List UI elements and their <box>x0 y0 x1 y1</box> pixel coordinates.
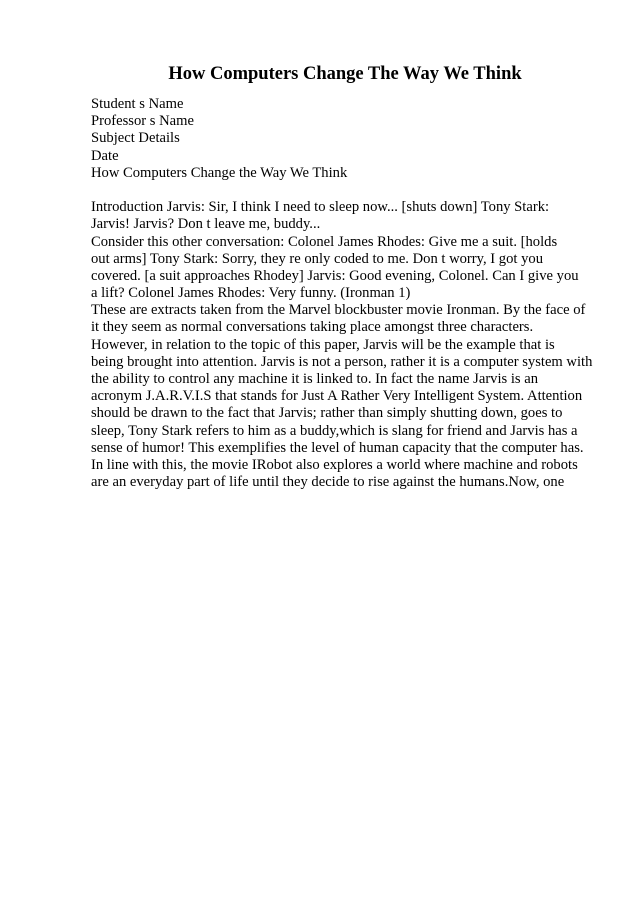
body-line: a lift? Colonel James Rhodes: Very funny. (Ironman 1) <box>91 285 411 302</box>
body-line: out arms] Tony Stark: Sorry, they re only coded to me. Don t worry, I got you <box>91 250 543 267</box>
header-line-paper-title: How Computers Change the Way We Think <box>91 164 348 181</box>
body-line: are an everyday part of life until they decide to rise against the humans.Now, one <box>91 474 565 491</box>
body-line: it they seem as normal conversations taking place amongst three characters. <box>91 319 534 336</box>
header-line-date: Date <box>91 147 119 164</box>
body-line: In line with this, the movie IRobot also explores a world where machine and robots <box>91 456 578 473</box>
body-line: These are extracts taken from the Marvel blockbuster movie Ironman. By the face of <box>91 302 586 319</box>
document-title: How Computers Change The Way We Think <box>168 64 522 84</box>
header-line-student-name: Student s Name <box>91 96 184 112</box>
body-line: the ability to control any machine it is linked to. In fact the name Jarvis is an <box>91 371 539 387</box>
header-line-professor-name: Professor s Name <box>91 113 194 130</box>
document-body <box>91 96 611 491</box>
body-line: Consider this other conversation: Colonel James Rhodes: Give me a suit. [holds <box>91 233 558 250</box>
body-line: being brought into attention. Jarvis is not a person, rather it is a computer system with <box>91 353 593 370</box>
body-line: sleep, Tony Stark refers to him as a buddy,which is slang for friend and Jarvis has a <box>91 422 578 439</box>
body-line: covered. [a suit approaches Rhodey] Jarvis: Good evening, Colonel. Can I give you <box>91 267 579 284</box>
header-line-subject-details: Subject Details <box>91 130 180 147</box>
body-line: sense of humor! This exemplifies the level of human capacity that the computer has. <box>91 439 584 456</box>
body-line: However, in relation to the topic of this paper, Jarvis will be the example that is <box>91 336 555 353</box>
body-line: should be drawn to the fact that Jarvis; rather than simply shutting down, goes to <box>91 405 563 422</box>
body-line: acronym J.A.R.V.I.S that stands for Just A Rather Very Intelligent System. Attention <box>91 388 583 405</box>
body-line: Jarvis! Jarvis? Don t leave me, buddy... <box>91 216 321 233</box>
body-line: Introduction Jarvis: Sir, I think I need to sleep now... [shuts down] Tony Stark: <box>91 199 550 216</box>
paragraph-gap <box>91 182 611 199</box>
